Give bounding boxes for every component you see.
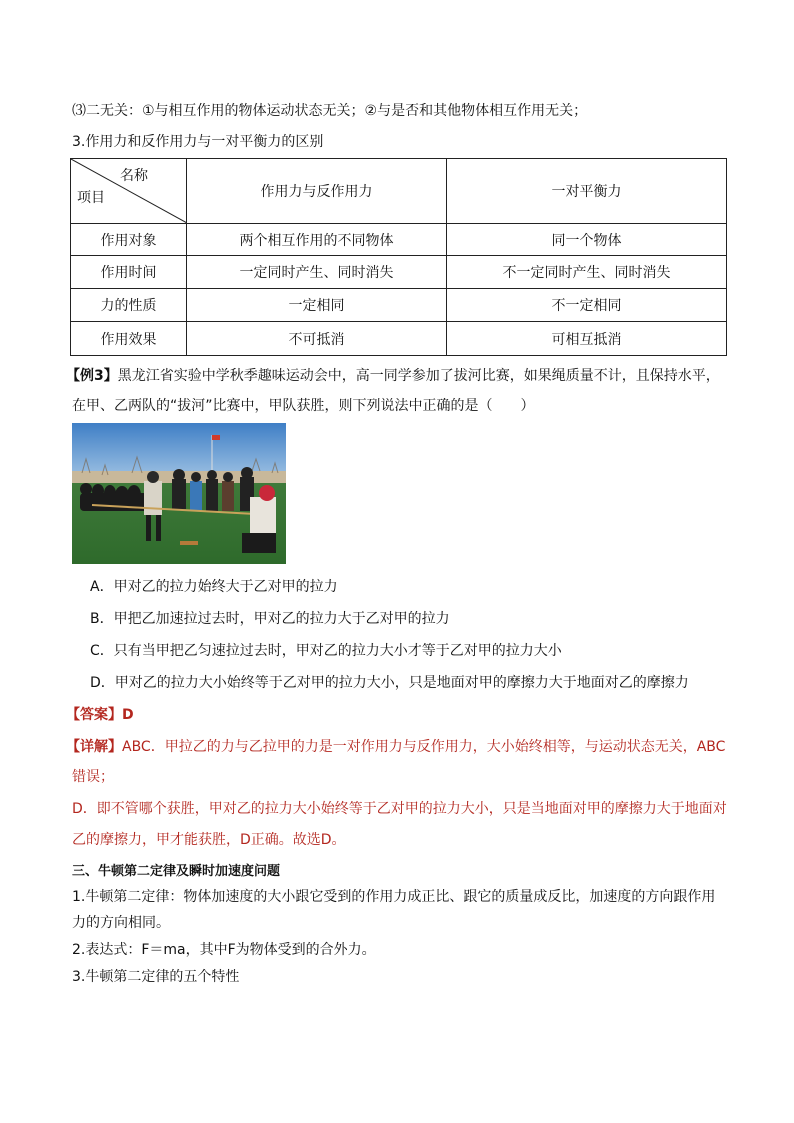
cell-balanced: 不一定相同 [447, 289, 727, 322]
intro-line-comparison-title: 3.作用力和反作用力与一对平衡力的区别 [72, 134, 324, 150]
option-b: B．甲把乙加速拉过去时，甲对乙的拉力大于乙对甲的拉力 [90, 611, 450, 627]
option-a: A．甲对乙的拉力始终大于乙对甲的拉力 [90, 579, 338, 595]
row-label: 作用对象 [71, 224, 187, 256]
diagonal-header-cell [71, 159, 187, 224]
answer-tag: 【答案】 [66, 707, 122, 723]
cell-action-reaction: 两个相互作用的不同物体 [187, 224, 447, 256]
intro-line-two-irrelevances: ⑶二无关：①与相互作用的物体运动状态无关；②与是否和其他物体相互作用无关； [72, 103, 588, 119]
cell-action-reaction: 一定同时产生、同时消失 [187, 256, 447, 289]
detail-text-1: ABC．甲拉乙的力与乙拉甲的力是一对作用力与反作用力，大小始终相等，与运动状态无关，ABC [122, 739, 726, 755]
cell-balanced: 同一个物体 [447, 224, 727, 256]
row-label: 力的性质 [71, 289, 187, 322]
tug-of-war-photo [72, 423, 286, 564]
answer-value: D [122, 707, 134, 723]
table-row [71, 289, 727, 322]
cell-action-reaction: 一定相同 [187, 289, 447, 322]
table-header-row [71, 159, 727, 224]
detail-tag: 【详解】 [66, 739, 122, 755]
answer-line [66, 705, 134, 725]
cell-action-reaction: 不可抵消 [187, 322, 447, 356]
example-question-line1 [66, 366, 720, 386]
comparison-table [70, 158, 727, 356]
detail-line2: 错误； [72, 769, 114, 785]
header-name-label: 名称 [120, 168, 148, 184]
detail-line1 [66, 737, 725, 757]
option-c: C．只有当甲把乙匀速拉过去时，甲对乙的拉力大小才等于乙对甲的拉力大小 [90, 643, 562, 659]
row-label: 作用时间 [71, 256, 187, 289]
detail-line3: D．即不管哪个获胜，甲对乙的拉力大小始终等于乙对甲的拉力大小，只是当地面对甲的摩擦力大于地面对 [72, 801, 727, 817]
cell-balanced: 可相互抵消 [447, 322, 727, 356]
header-item-label: 项目 [77, 190, 105, 206]
section3-p2: 2.表达式：F＝ma，其中F为物体受到的合外力。 [72, 942, 376, 958]
table-row [71, 224, 727, 256]
row-label: 作用效果 [71, 322, 187, 356]
section3-p1-line1: 1.牛顿第二定律：物体加速度的大小跟它受到的作用力成正比、跟它的质量成反比，加速度的方向跟作用 [72, 889, 716, 905]
option-d: D．甲对乙的拉力大小始终等于乙对甲的拉力大小，只是地面对甲的摩擦力大于地面对乙的摩擦力 [90, 675, 689, 691]
example-text-1: 黑龙江省实验中学秋季趣味运动会中，高一同学参加了拔河比赛，如果绳质量不计，且保持水平， [117, 368, 720, 384]
section3-p3: 3.牛顿第二定律的五个特性 [72, 969, 240, 985]
section3-heading: 三、牛顿第二定律及瞬时加速度问题 [72, 864, 281, 879]
detail-line4: 乙的摩擦力，甲才能获胜，D正确。故选D。 [72, 832, 346, 848]
table-row [71, 322, 727, 356]
header-col-balanced-forces: 一对平衡力 [447, 159, 727, 224]
example-question-line2: 在甲、乙两队的“拔河”比赛中，甲队获胜，则下列说法中正确的是（ ） [72, 398, 535, 414]
cell-balanced: 不一定同时产生、同时消失 [447, 256, 727, 289]
example-tag: 【例3】 [66, 368, 118, 384]
header-col-action-reaction: 作用力与反作用力 [187, 159, 447, 224]
section3-p1-line2: 力的方向相同。 [72, 915, 170, 931]
table-row [71, 256, 727, 289]
